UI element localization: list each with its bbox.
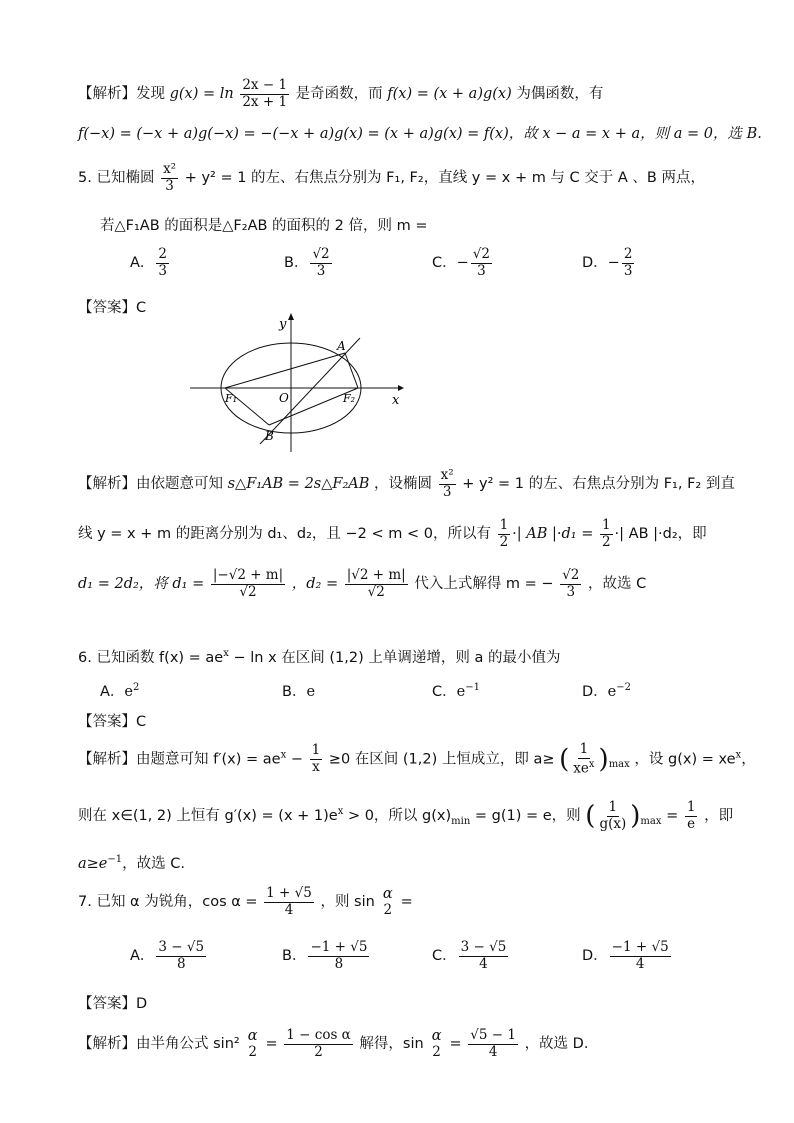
- q6-option-d: D．$e^{-2}$: [582, 682, 632, 700]
- q4-analysis-line2: f(−x) = (−x + a)g(−x) = −(−x + a)g(x) = (x + a)g(x) = f(x)，故 x − a = x + a，则 a = 0，选 B.: [78, 126, 762, 142]
- q5-option-c: C．− $\frac{√2}{3}$: [432, 246, 490, 279]
- q5-ellipse-figure: [180, 308, 410, 458]
- q7-stem: 7. 已知 α 为锐角，cos α = $\frac{1 + √5}{4}$ ，则 sin α 2 =: [78, 885, 413, 918]
- q5-analysis-line2: 线 y = x + m 的距离分别为 d₁、d₂，且 −2 < m < 0，所以有 $\frac{1}{2}$ ·| AB |·d₁ = $\frac{1}{2}$ ·| AB |·d₂，即: [78, 517, 707, 550]
- q5-stem-line2: 若△F₁AB 的面积是△F₂AB 的面积的 2 倍，则 m =: [100, 218, 428, 234]
- q5-analysis-line1: 【解析】由依题意可知 s△F₁AB = 2s△F₂AB ，设椭圆 $\frac{\text{x²}}{3}$ + y² = 1 的左、右焦点分别为 F₁, F₂ 到直: [78, 467, 735, 500]
- q5-answer: 【答案】C: [78, 300, 147, 316]
- fig-label-x: x: [392, 393, 400, 408]
- q5-stem-line1: 5. 已知椭圆 $\frac{\text{x²}}{3}$ + y² = 1 的左、右焦点分别为 F₁, F₂，直线 y = x + m 与 C 交于 A 、B 两点，: [78, 161, 705, 194]
- q4-fraction: $\frac{2x - 1}{2x + 1}$: [242, 77, 288, 110]
- q5-option-a: A． $\frac{2}{3}$: [130, 246, 168, 279]
- fig-label-y: y: [279, 317, 287, 332]
- fig-label-b: B: [265, 429, 274, 443]
- fig-label-a: A: [337, 339, 346, 353]
- q6-answer: 【答案】C: [78, 714, 147, 730]
- q6-option-c: C．$e^{-1}$: [432, 682, 480, 700]
- q7-analysis: 【解析】由半角公式 sin² α 2 = $\frac{\text{1 − cos α}}{2}$ 解得，sin α 2 = $\frac{√5 - 1}{4}$ ，故选 D.: [78, 1027, 589, 1060]
- q7-option-d: D． $\frac{-1 + √5}{4}$: [582, 939, 669, 972]
- q7-option-c: C． $\frac{3 - √5}{4}$: [432, 939, 507, 972]
- q6-option-a: A．$e^2$: [100, 682, 140, 700]
- q5-ellipse-fraction: $\frac{\text{x²}}{3}$: [163, 161, 177, 194]
- q6-analysis-line1: 【解析】由题意可知 $f'(x) = ae^x$ − $\frac{1}{x}$ ≥0 在区间 (1,2) 上恒成立，即 a≥ ( $\frac{1}{xe^x}$ )$_{max}$ ，设 $g(x) = xe^x$，: [78, 741, 756, 777]
- q4-analysis-line1: 【解析】发现 g(x) = ln $\frac{2x - 1}{2x + 1}$ 是奇函数，而 f(x) = (x + a)g(x) 为偶函数，有: [78, 77, 604, 110]
- q7-answer: 【答案】D: [78, 996, 148, 1012]
- q5-option-d: D．− $\frac{2}{3}$: [582, 246, 633, 279]
- fig-label-o: O: [279, 391, 289, 405]
- q7-option-a: A． $\frac{3 - √5}{8}$: [130, 939, 205, 972]
- q6-analysis-line2: 则在 x∈(1, 2) 上恒有 $g'(x) = (x + 1)e^x > 0$，所以 $g(x)_{min} = g(1) = e$，则 ( $\frac{1}{g(x)}$ )$_{max}$ = $\frac{1}{e}$ ，即: [78, 799, 734, 832]
- fig-label-f1: F₁: [225, 392, 238, 405]
- q5-option-b: B． $\frac{√2}{3}$: [284, 246, 330, 279]
- q7-option-b: B． $\frac{-1 + √5}{8}$: [282, 939, 368, 972]
- q6-analysis-line3: $a\ge e^{-1}$，故选 C.: [78, 854, 185, 872]
- q6-option-b: B．e: [282, 684, 316, 700]
- q6-stem: 6. 已知函数 $f(x) = ae^x - \ln x$ 在区间 (1,2) 上单调递增，则 a 的最小值为: [78, 648, 561, 666]
- q5-analysis-line3: d₁ = 2d₂，将 d₁ = $\frac{|-√2 + m|}{√2}$ ，d₂ = $\frac{|√2 + m|}{√2}$ 代入上式解得 m = − $\frac{√2}{3}$ ，故选 C: [78, 567, 647, 600]
- fig-label-f2: F₂: [343, 392, 356, 405]
